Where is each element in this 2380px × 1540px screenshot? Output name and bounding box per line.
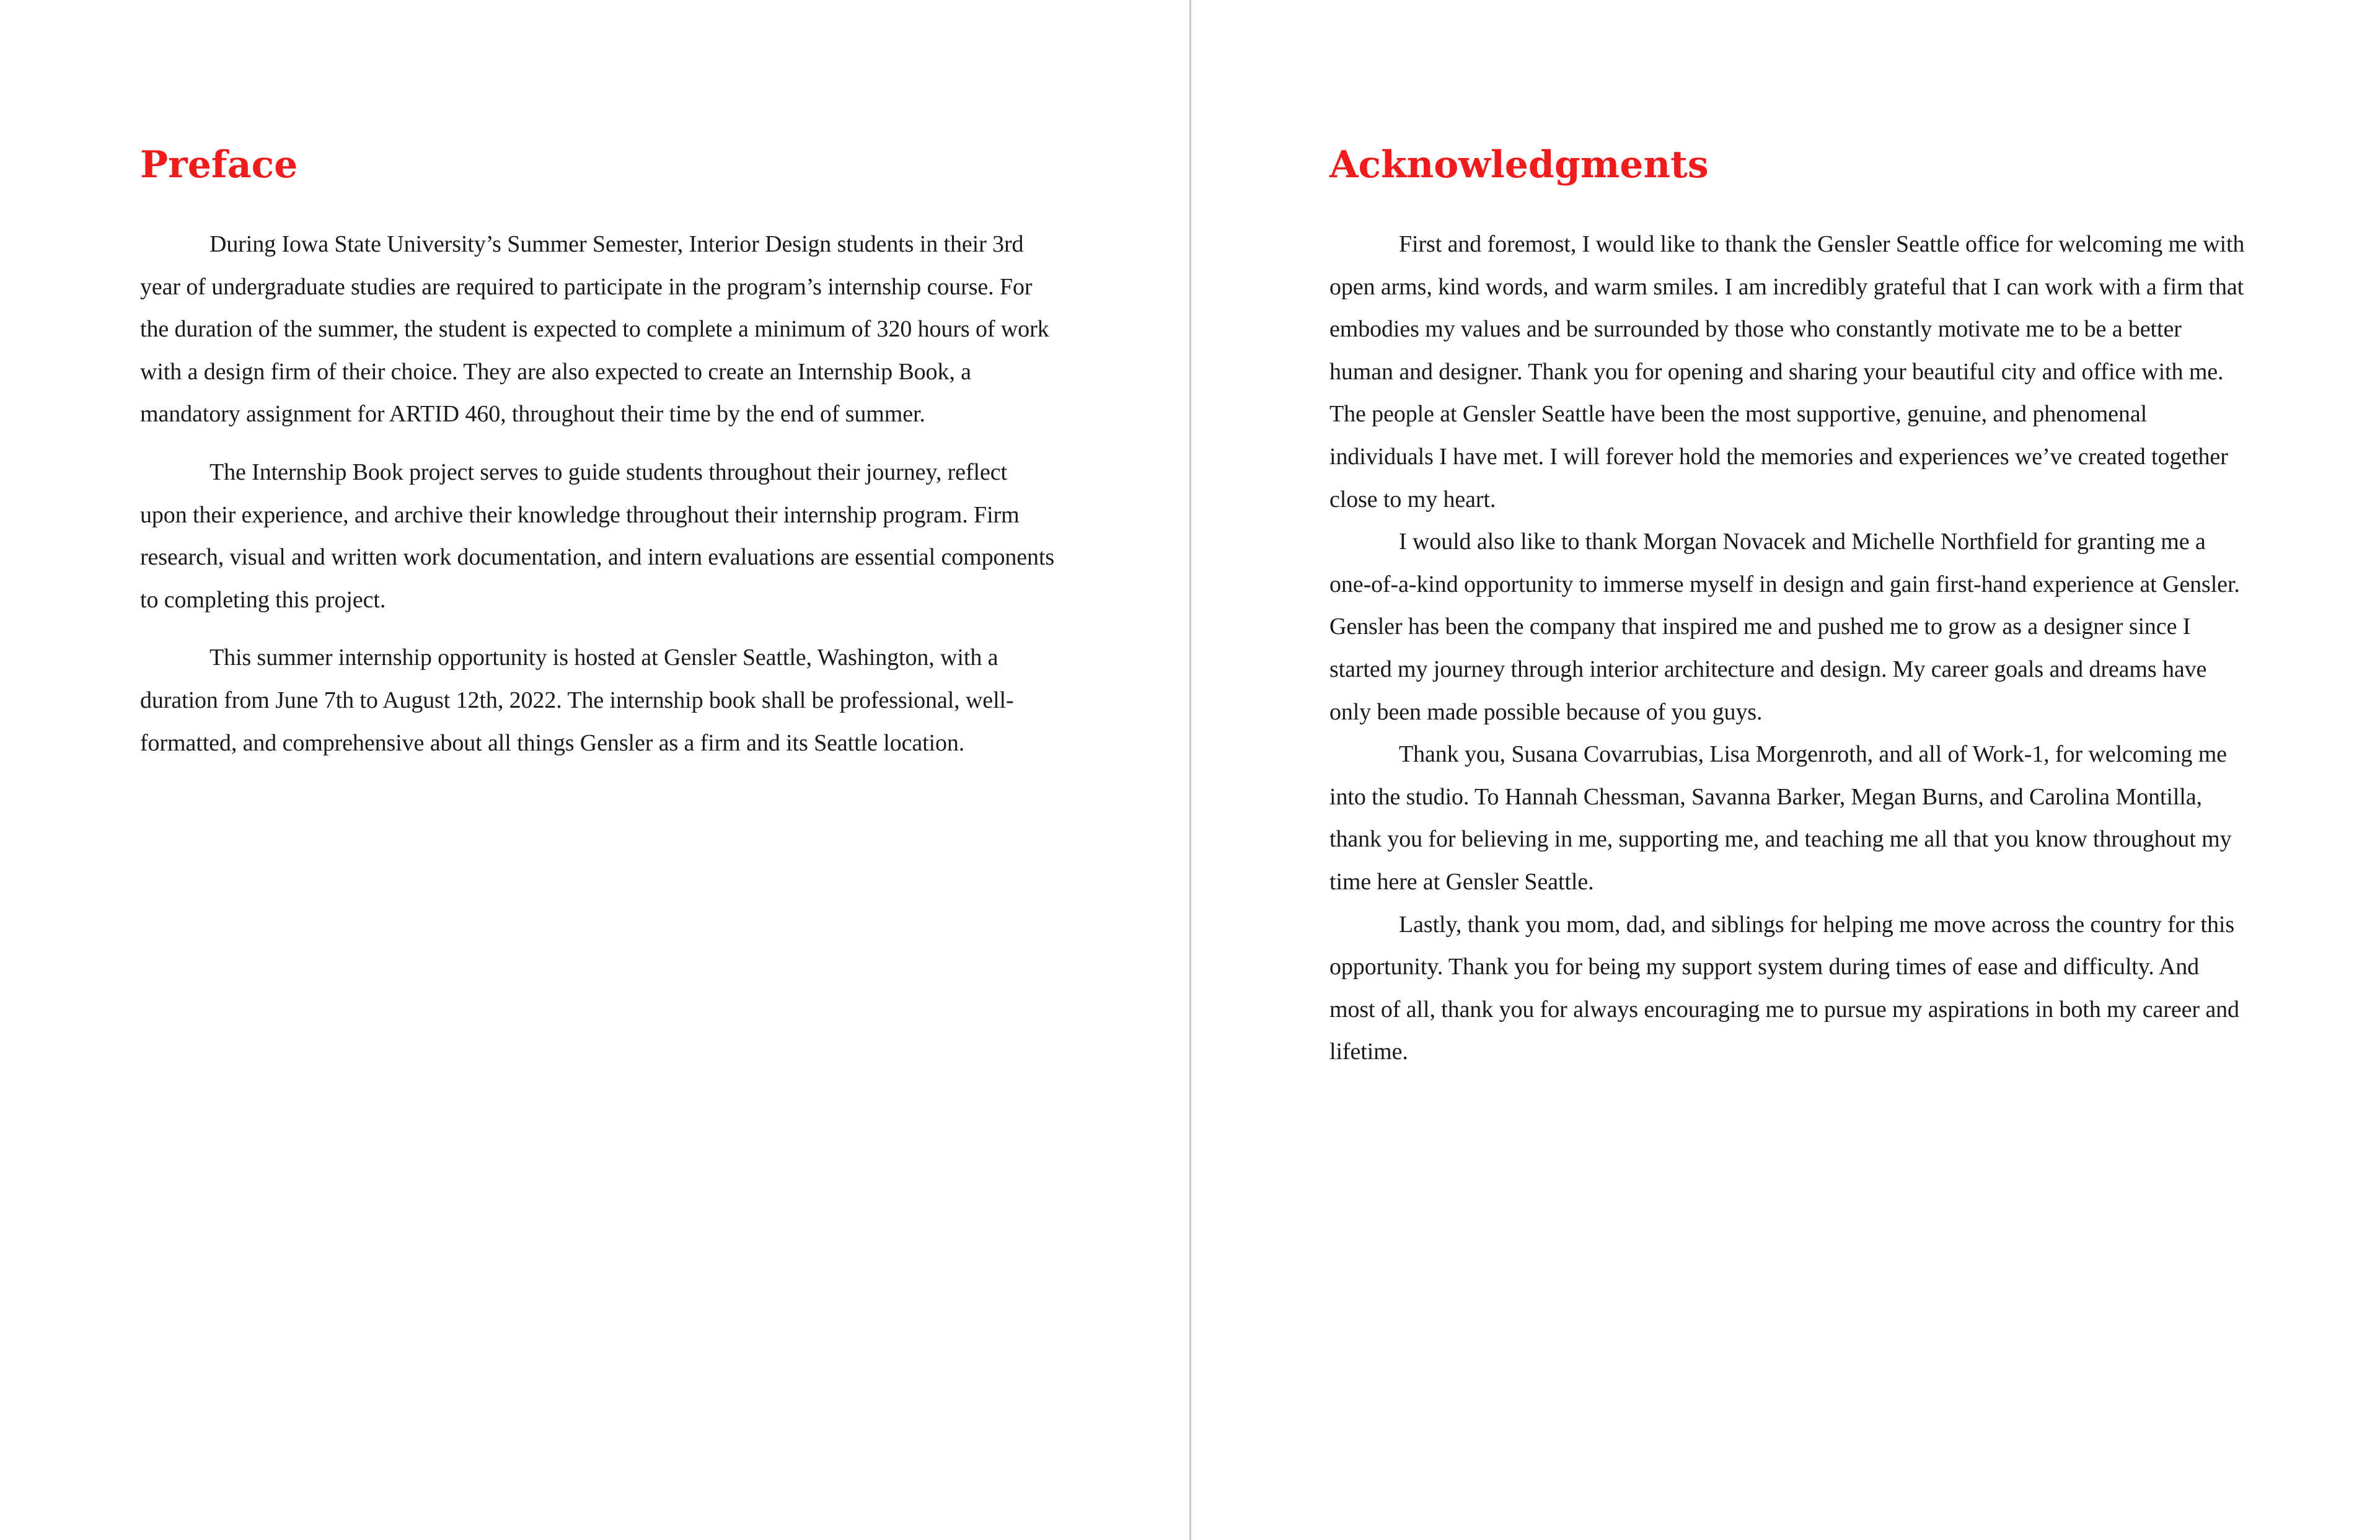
preface-paragraph-1: During Iowa State University’s Summer Semester, Interior Design students in their 3rd year of undergraduate studies are required to participate in the program’s internship course. For the duration of the summer, the student is expected to complete a minimum of 320 hours of work with a design firm of their choice. They are also expected to create an Internship Book, a mandatory assignment for ARTID 460, throughout their time by the end of summer.	[140, 231, 1049, 428]
acknowledgments-paragraph-1: First and foremost, I would like to thank the Gensler Seattle office for welcoming me with open arms, kind words, and warm smiles. I am incredibly grateful that I can work with a firm that embodies my values and be surrounded by those who constantly motivate me to be a better human and designer. Thank you for opening and sharing your beautiful city and office with me. The people at Gensler Seattle have been the most supportive, genuine, and phenomenal individuals I have met. I will forever hold the memories and experiences we’ve created together close to my heart.	[1329, 231, 2245, 513]
acknowledgments-paragraph-2: I would also like to thank Morgan Novacek and Michelle Northfield for granting me a one-of-a-kind opportunity to immerse myself in design and gain first-hand experience at Gensler. Gensler has been the company that inspired me and pushed me to grow as a designer since I started my journey through interior architecture and design. My career goals and dreams have only been made possible because of you guys.	[1329, 529, 2240, 725]
preface-page	[140, 0, 1057, 1540]
preface-heading: Preface	[140, 143, 298, 187]
preface-paragraph-2: The Internship Book project serves to guide students throughout their journey, reflect upon their experience, and archive their knowledge throughout their internship program. Firm research, visual and written work documentation, and intern evaluations are essential components to completing this project.	[140, 459, 1055, 613]
acknowledgments-body	[1329, 223, 2247, 1073]
page-gutter-divider	[1189, 0, 1191, 1540]
acknowledgments-heading: Acknowledgments	[1329, 143, 1709, 187]
acknowledgments-paragraph-3: Thank you, Susana Covarrubias, Lisa Morgenroth, and all of Work-1, for welcoming me into the studio. To Hannah Chessman, Savanna Barker, Megan Burns, and Carolina Montilla, thank you for believing in me, supporting me, and teaching me all that you know throughout my time here at Gensler Seattle.	[1329, 741, 2232, 895]
preface-body	[140, 223, 1057, 780]
acknowledgments-paragraph-4: Lastly, thank you mom, dad, and siblings for helping me move across the country for this opportunity. Thank you for being my support system during times of ease and difficulty. And most of all, thank you for always encouraging me to pursue my aspirations in both my career and lifetime.	[1329, 911, 2239, 1065]
preface-paragraph-3: This summer internship opportunity is hosted at Gensler Seattle, Washington, with a duration from June 7th to August 12th, 2022. The internship book shall be professional, well-formatted, and comprehensive about all things Gensler as a firm and its Seattle location.	[140, 645, 1014, 756]
acknowledgments-page	[1329, 0, 2247, 1540]
